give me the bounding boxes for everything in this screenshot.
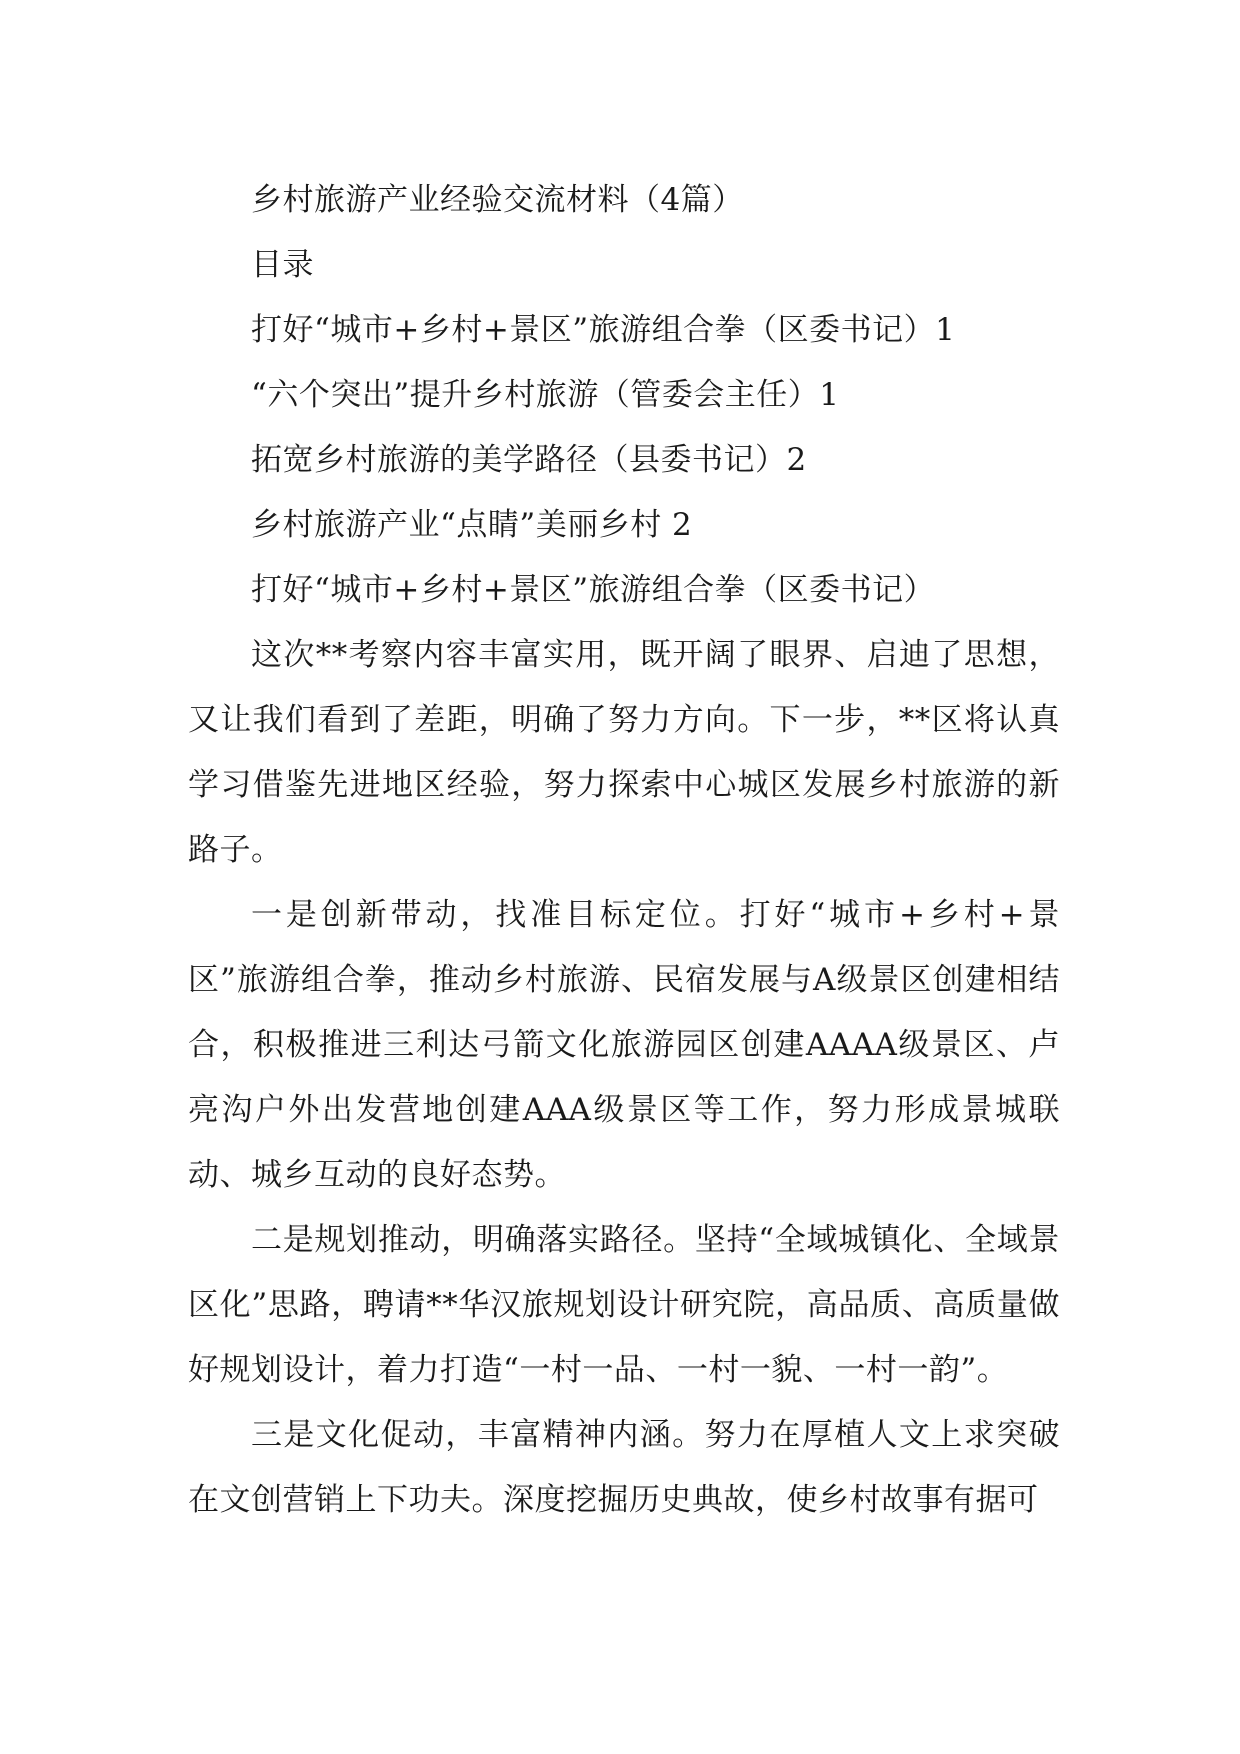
- toc-item: “六个突出”提升乡村旅游（管委会主任）1: [251, 377, 840, 413]
- section-title: 打好“城市+乡村+景区”旅游组合拳（区委书记）: [251, 572, 936, 608]
- document-title: 乡村旅游产业经验交流材料（4篇）: [251, 182, 744, 218]
- toc-item: 乡村旅游产业“点睛”美丽乡村 2: [251, 507, 693, 543]
- body-paragraph: 这次**考察内容丰富实用，既开阔了眼界、启迪了思想，又让我们看到了差距，明确了努力方向。下一步，**区将认真学习借鉴先进地区经验，努力探索中心城区发展乡村旅游的新路子。: [188, 637, 1060, 868]
- body-paragraph: 二是规划推动，明确落实路径。坚持“全域城镇化、全域景区化”思路，聘请**华汉旅规划设计研究院，高品质、高质量做好规划设计，着力打造“一村一品、一村一貌、一村一韵”。: [188, 1222, 1060, 1388]
- body-paragraph: 一是创新带动，找准目标定位。打好“城市+乡村+景区”旅游组合拳，推动乡村旅游、民宿发展与A级景区创建相结合，积极推进三利达弓箭文化旅游园区创建AAAA级景区、卢亮沟户外出发营地创建AAA级景区等工作，努力形成景城联动、城乡互动的良好态势。: [188, 897, 1060, 1193]
- toc-heading: 目录: [251, 247, 314, 283]
- document-body: [188, 168, 1060, 1533]
- body-paragraph: 三是文化促动，丰富精神内涵。努力在厚植人文上求突破在文创营销上下功夫。深度挖掘历史典故，使乡村故事有据可: [188, 1417, 1060, 1518]
- toc-item: 拓宽乡村旅游的美学路径（县委书记）2: [251, 442, 807, 478]
- toc-item: 打好“城市+乡村+景区”旅游组合拳（区委书记）1: [251, 312, 956, 348]
